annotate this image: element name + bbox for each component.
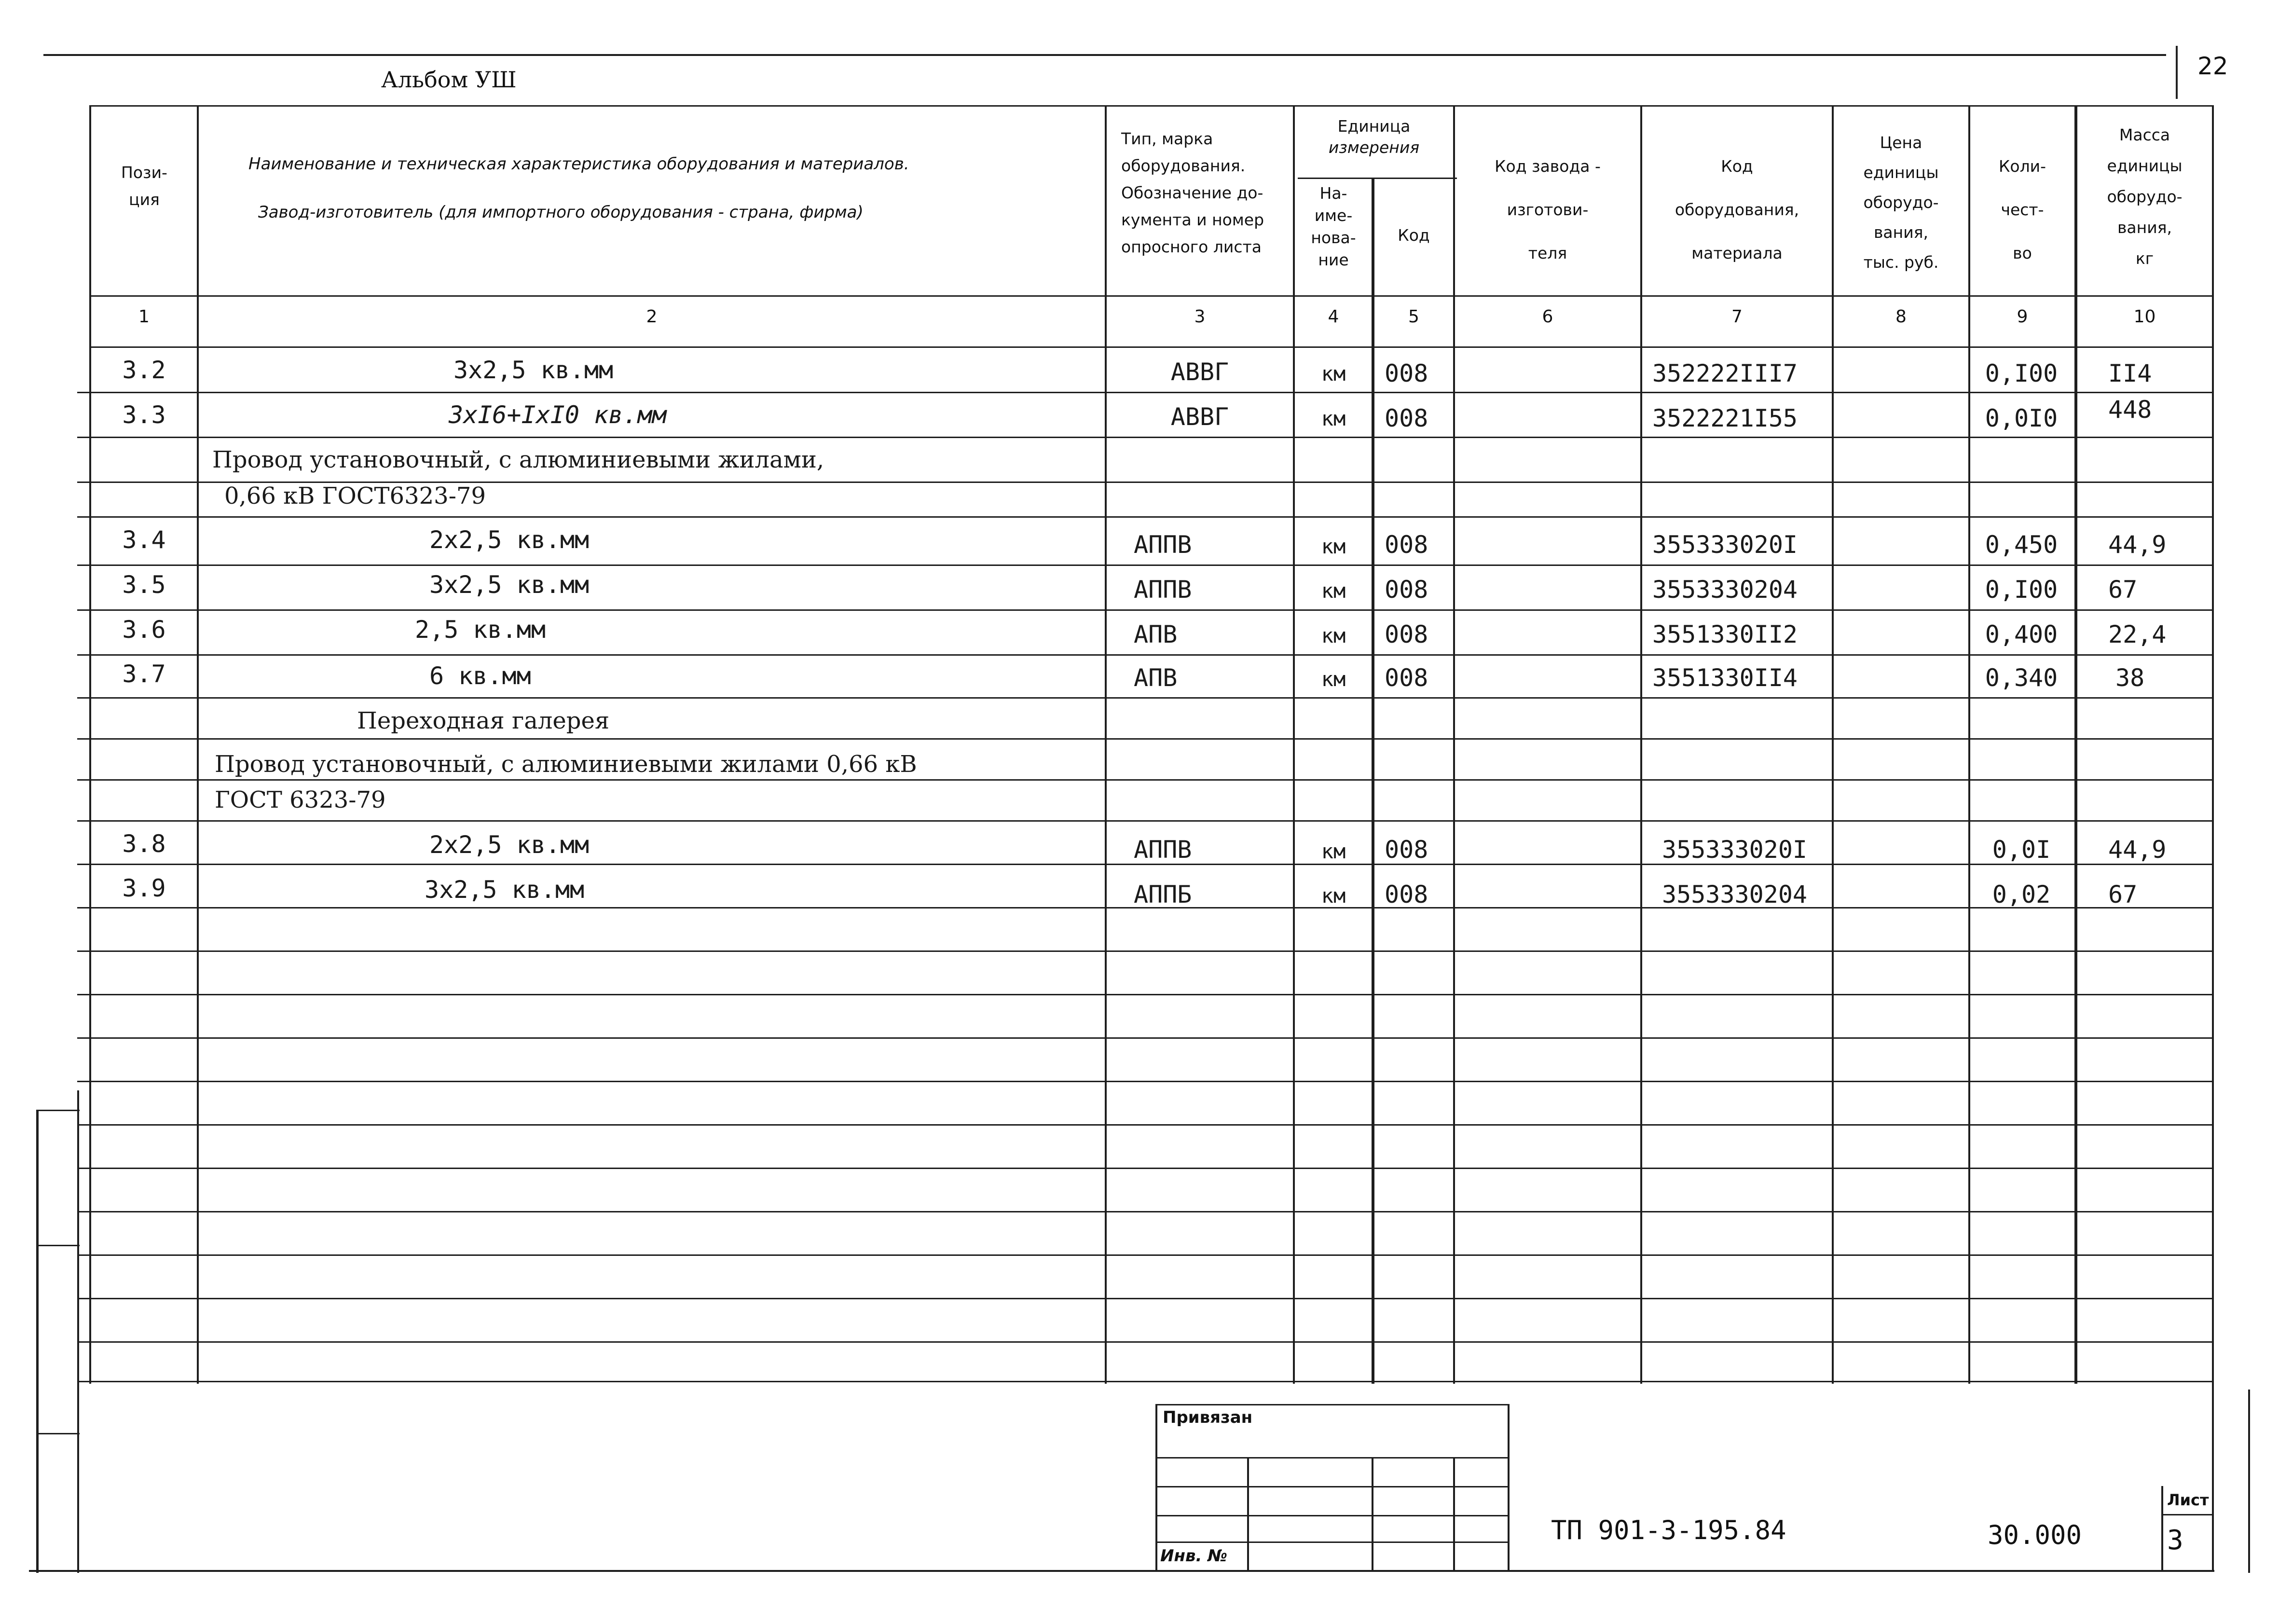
group-heading: Провод установочный, с алюминиевыми жилами 0,66 кВ [215,751,917,778]
row-type: АВВГ [1170,403,1229,431]
row-mass: 448 [2108,396,2152,424]
row-code: 008 [1385,881,1428,908]
colnum-2: 2 [646,307,658,327]
row-mass: 38 [2115,664,2145,692]
colnum-9: 9 [2017,307,2028,327]
row-mass: 67 [2108,881,2138,908]
colnum-4: 4 [1328,307,1339,327]
row-line [77,1254,2212,1256]
row-line [77,1124,2212,1126]
header-unit-group: Единица измерения [1328,117,1420,157]
colnum-7: 7 [1731,307,1743,327]
row-line [77,1081,2212,1082]
header-col10: Масса единицы оборудо- вания, кг [2107,125,2183,268]
row-type: АППБ [1134,881,1192,908]
col-line [1372,178,1374,1384]
row-quantity: 0,340 [1985,664,2058,692]
row-unit: км [1321,667,1346,691]
row-unit: км [1321,407,1346,430]
row-type: АППВ [1134,531,1192,559]
col-line [1293,105,1295,1384]
stamp-line [1247,1457,1249,1572]
row-type: АППВ [1134,836,1192,864]
sheet-box-line [2161,1486,2163,1572]
row-mass: II4 [2108,359,2152,387]
row-code: 008 [1385,620,1428,648]
header-col8: Цена единицы оборудо- вания, тыс. руб. [1863,133,1939,272]
colnum-5: 5 [1408,307,1419,327]
header-col2-line1: Наименование и техническая характеристика оборудования и материалов. [248,154,909,174]
colnum-8: 8 [1895,307,1907,327]
header-col4: На- име- нова- ние [1311,184,1356,269]
top-rule [43,54,2166,56]
row-line [77,516,2212,518]
colnum-6: 6 [1542,307,1553,327]
group-heading-standard: 0,66 кВ ГОСТ6323-79 [224,482,486,509]
row-line [77,738,2212,740]
row-line [77,564,2212,566]
row-material-code: 355333020I [1652,531,1798,559]
stamp-line [1453,1457,1455,1572]
header-col7: Код оборудования, материала [1675,157,1799,262]
row-line [77,1341,2212,1343]
unit-group-line [1298,178,1457,179]
row-material-code: 3522221I55 [1652,404,1798,432]
binding-strip-tick [36,1110,80,1111]
stamp-line [1372,1457,1373,1572]
row-material-code: 3553330204 [1662,881,1808,908]
row-position: 3.2 [122,356,166,384]
row-code: 008 [1385,359,1428,387]
row-unit: км [1321,579,1346,603]
col-line [1968,105,1970,1384]
row-name: 6 кв.мм [429,662,531,690]
binding-strip-tick [36,1245,80,1246]
section-title: Переходная галерея [357,707,610,734]
header-col1: Пози- ция [121,163,167,209]
header-bottom-line [89,295,2212,297]
row-type: АПВ [1134,620,1178,648]
page-number: 22 [2197,52,2228,80]
row-line [77,609,2212,611]
stamp-privyazan: Привязан [1163,1408,1253,1427]
row-name: 3хI6+IхI0 кв.мм [449,401,667,429]
row-line [77,392,2212,393]
sheet-code: 30.000 [1988,1520,2082,1550]
document-number: ТП 901-3-195.84 [1551,1515,1786,1545]
sheet-label: Лист [2167,1491,2209,1509]
binding-strip-line [77,1090,79,1573]
col-line [89,105,91,1384]
row-quantity: 0,I00 [1985,359,2058,387]
row-name: 2х2,5 кв.мм [429,526,590,554]
group-heading: Провод установочный, с алюминиевыми жилами, [212,446,824,473]
stamp-line [1155,1404,1157,1572]
row-mass: 44,9 [2108,836,2167,864]
row-line [77,820,2212,822]
row-mass: 22,4 [2108,620,2167,648]
row-name: 3х2,5 кв.мм [453,356,614,384]
row-name: 3х2,5 кв.мм [425,876,585,904]
row-name: 2х2,5 кв.мм [429,831,590,859]
colnum-bottom-line [89,346,2212,348]
sheet-number: 3 [2167,1525,2183,1556]
page-number-divider [2176,46,2178,99]
stamp-line [1508,1404,1510,1572]
col-line [1640,105,1642,1384]
col-line [1832,105,1834,1384]
row-line [77,994,2212,995]
col-line [1453,105,1455,1384]
frame-right-line [2212,1381,2214,1572]
sheet-box-line [2161,1514,2213,1515]
row-quantity: 0,I00 [1985,576,2058,604]
row-quantity: 0,450 [1985,531,2058,559]
header-col2-line2: Завод-изготовитель (для импортного оборудования - страна, фирма) [258,203,864,222]
row-quantity: 0,0I [1992,836,2051,864]
colnum-3: 3 [1194,307,1206,327]
binding-strip-line [36,1110,39,1573]
colnum-1: 1 [138,307,150,327]
row-mass: 44,9 [2108,531,2167,559]
row-unit: км [1321,535,1346,558]
header-col3: Тип, марка оборудования. Обозначение до- кумента и номер опросного листа [1121,129,1264,256]
row-material-code: 352222III7 [1652,359,1798,387]
row-material-code: 3551330II2 [1652,620,1798,648]
row-type: АППВ [1134,576,1192,604]
row-name: 3х2,5 кв.мм [429,571,590,599]
row-type: АВВГ [1170,358,1229,386]
row-line [77,1298,2212,1299]
row-position: 3.9 [122,874,166,902]
row-code: 008 [1385,836,1428,864]
row-line [77,697,2212,699]
header-col6: Код завода - изготови- теля [1495,157,1601,262]
col-line [197,105,199,1384]
row-mass: 67 [2108,576,2138,604]
stamp-inv-no: Инв. № [1160,1546,1228,1566]
col-line [1105,105,1107,1384]
table-top-line [89,105,2212,107]
row-unit: км [1321,624,1346,647]
row-code: 008 [1385,576,1428,604]
row-material-code: 3551330II4 [1652,664,1798,692]
row-line [77,779,2212,781]
row-unit: км [1321,362,1346,385]
col-line [2212,105,2214,1384]
binding-strip-tick [36,1433,80,1434]
row-code: 008 [1385,664,1428,692]
row-code: 008 [1385,531,1428,559]
row-type: АПВ [1134,664,1178,692]
row-position: 3.6 [122,616,166,644]
header-col9: Коли- чест- во [1998,157,2046,262]
row-line [77,1211,2212,1212]
row-position: 3.4 [122,526,166,554]
row-quantity: 0,400 [1985,620,2058,648]
row-material-code: 355333020I [1662,836,1808,864]
row-material-code: 3553330204 [1652,576,1798,604]
header-col5: Код [1398,226,1430,245]
album-title: Альбом УШ [381,67,517,93]
row-position: 3.3 [122,401,166,429]
row-line [77,864,2212,865]
row-unit: км [1321,884,1346,908]
row-line [77,437,2212,438]
frame-bottom-line [29,1570,2214,1572]
row-code: 008 [1385,404,1428,432]
row-name: 2,5 кв.мм [415,616,546,644]
row-line [77,1168,2212,1169]
col-line [2074,105,2077,1384]
stamp-line [1155,1404,1508,1405]
row-position: 3.8 [122,830,166,858]
row-line [77,1037,2212,1039]
row-quantity: 0,02 [1992,881,2051,908]
row-line [77,654,2212,656]
row-quantity: 0,0I0 [1985,404,2058,432]
row-unit: км [1321,840,1346,863]
colnum-10: 10 [2133,307,2156,327]
frame-outer-right-line [2248,1390,2250,1573]
row-position: 3.7 [122,660,166,688]
row-line [77,950,2212,952]
row-position: 3.5 [122,571,166,599]
row-line [77,1381,2212,1382]
group-heading-standard: ГОСТ 6323-79 [215,786,386,813]
